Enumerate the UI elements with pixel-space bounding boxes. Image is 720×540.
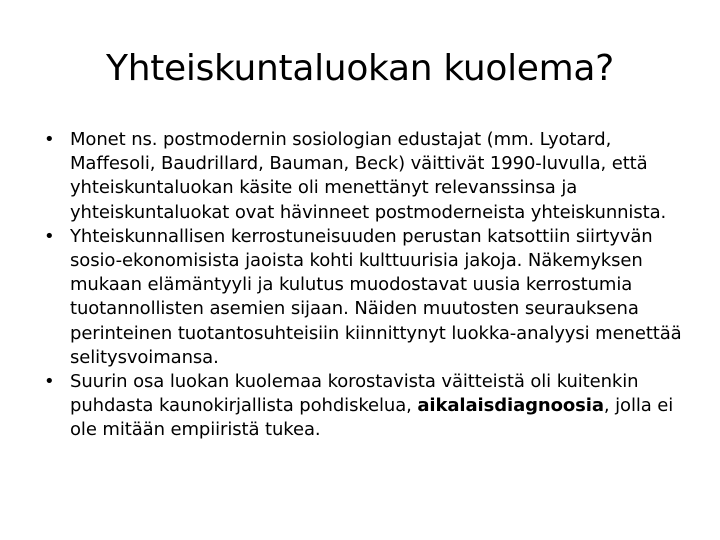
bullet-item	[44, 225, 684, 370]
bullet-text-before: Suurin osa luokan kuolemaa korostavista väitteistä oli kuitenkin puhdasta kaunokirjallista pohdiskelua,	[70, 371, 639, 417]
bullet-item	[44, 370, 684, 443]
slide-title: Yhteiskuntaluokan kuolema?	[106, 48, 614, 89]
bullet-text-bold: aikalaisdiagnoosia	[417, 395, 604, 417]
bullet-dot-icon: •	[44, 129, 55, 150]
bullet-dot-icon: •	[44, 225, 55, 247]
bullet-text-after: , jolla ei ole mitään empiiristä tukea.	[70, 395, 674, 441]
bullet-list	[44, 128, 684, 443]
bullet-text: Monet ns. postmodernin sosiologian edustajat (mm. Lyotard, Maffesoli, Baudrillard, Bauman, Beck) väittivät 1990-luvulla, että yhteiskuntaluokan käsite oli menettänyt relevanssinsa ja yhteiskuntaluokat ovat hävinneet postmoderneista yhteiskunnista.	[70, 129, 667, 223]
bullet-text: Yhteiskunnallisen kerrostuneisuuden perustan katsottiin siirtyvän sosio-ekonomisista jaoista kohti kulttuurisia jakoja. Näkemyksen mukaan elämäntyyli ja kulutus muodostavat uusia kerrostumia tuotannollisten asemien sijaan. Näiden muutosten seurauksena perinteinen tuotantosuhteisiin kiinnittynyt luokka-analyysi menettää selitysvoimansa.	[70, 225, 682, 368]
bullet-item	[44, 128, 684, 225]
bullet-dot-icon: •	[44, 371, 55, 393]
